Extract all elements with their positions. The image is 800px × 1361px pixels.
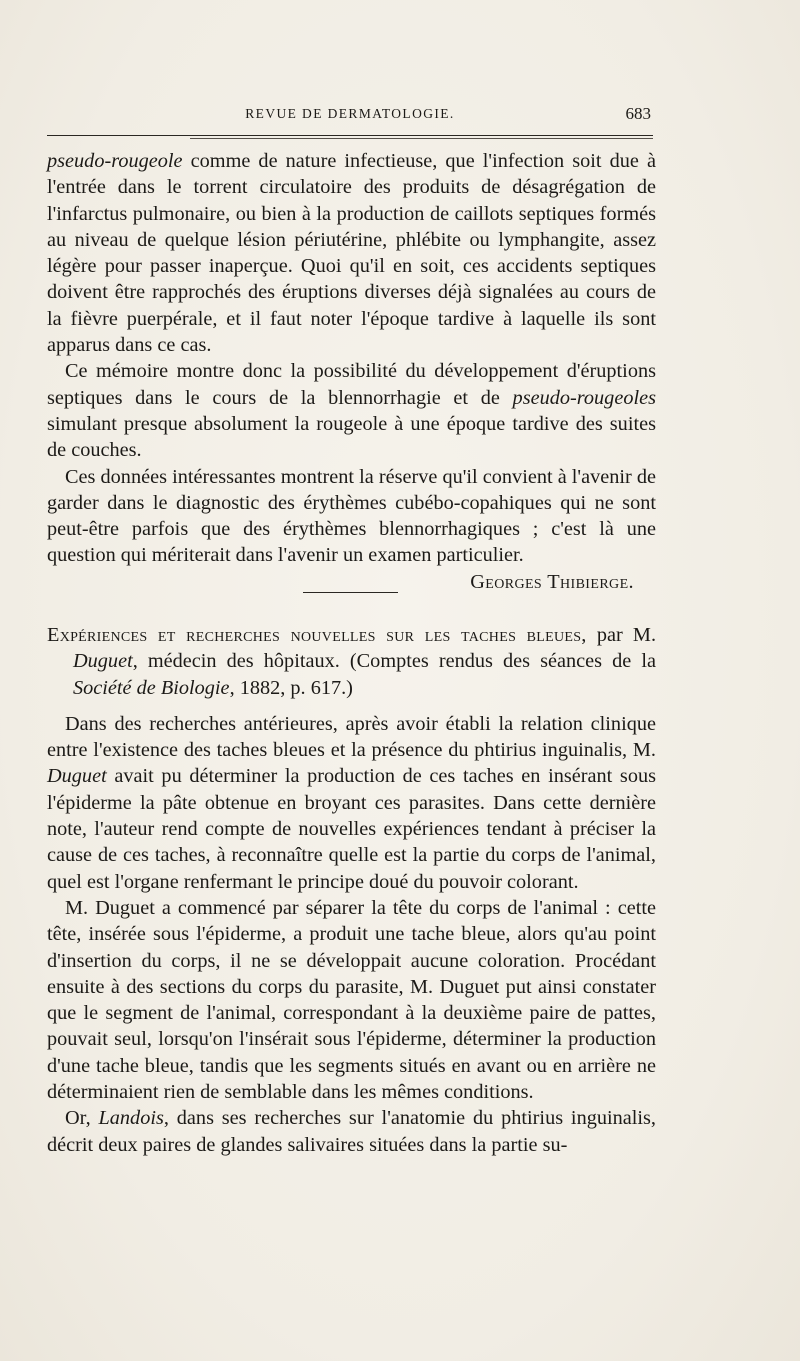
section-divider xyxy=(303,592,398,593)
author-name: Duguet xyxy=(47,765,107,788)
section-one xyxy=(47,148,656,595)
italic-term: pseudo-rougeoles xyxy=(512,386,656,409)
italic-term: pseudo-rougeole xyxy=(47,150,183,172)
author-signature: Georges Thibierge. xyxy=(470,570,634,593)
paragraph xyxy=(47,358,656,463)
header-rule-secondary xyxy=(190,138,653,139)
page-header xyxy=(47,104,653,126)
paragraph xyxy=(47,1105,656,1158)
section-two xyxy=(47,622,656,1158)
paragraph-text: avait pu déterminer la production de ces taches en insérant sous l'épiderme la pâte obtenue en broyant ces parasites. Dans cette dernière note, l'auteur rend compte de nouvelles expériences tendant à préciser la cause de ces taches, à reconnaître quelle est la partie du corps de l'animal, quel est l'organe renfermant le principe doué du pouvoir colorant. xyxy=(47,765,656,893)
heading-text: , 1882, p. 617.) xyxy=(229,676,353,699)
article-title: Expériences et recherches nouvelles sur les taches bleues, xyxy=(47,624,587,646)
paragraph-text: Or, xyxy=(65,1107,99,1130)
author-name: Duguet xyxy=(73,650,133,673)
journal-name: Société de Biologie xyxy=(73,676,230,699)
paragraph: Ces données intéressantes montrent la réserve qu'il convient à l'avenir de garder dans le diagnostic des érythèmes cubébo-copahiques qui ne sont peut-être parfois que des érythèmes blennorrhagiques ; c'est là une question qui mériterait dans l'avenir un examen particulier. xyxy=(47,465,656,567)
paragraph-text: comme de nature infectieuse, que l'infection soit due à l'entrée dans le torrent circulatoire des produits de désagrégation de l'infarctus pulmonaire, ou bien à la production de caillots septiques formés au niveau de quelque lésion périutérine, phlébite ou lymphangite, assez légère pour passer inaperçue. Quoi qu'il en soit, ces accidents septiques doivent être rapprochés des éruptions diverses déjà signalées au cours de la fièvre puerpérale, et il faut noter l'époque tardive à laquelle ils sont apparus dans ce cas. xyxy=(47,150,656,357)
paragraph-text: , dans ses recherches sur l'anatomie du phtirius inguinalis, décrit deux paires de glandes salivaires situées dans la partie su- xyxy=(47,1107,657,1156)
author-name: Landois xyxy=(98,1107,164,1130)
paragraph xyxy=(47,711,656,895)
heading-text: , médecin des hôpitaux. (Comptes rendus des séances de la xyxy=(132,650,656,673)
paragraph: M. Duguet a commencé par séparer la tête du corps de l'animal : cette tête, insérée sous l'épiderme, a produit une tache bleue, alors qu'au point d'insertion du corps, il ne se développait aucune coloration. Procédant ensuite à des sections du corps du parasite, M. Duguet put ainsi constater que le segment de l'animal, correspondant à la deuxième paire de pattes, pouvait seul, lorsqu'on l'insérait sous l'épiderme, déterminer la production d'une tache bleue, tandis que les segments situés en avant ou en arrière ne déterminaient rien de semblable dans les mêmes conditions. xyxy=(47,896,656,1104)
paragraph-text: Dans des recherches antérieures, après avoir établi la relation clinique entre l'existence des taches bleues et la présence du phtirius inguinalis, M. xyxy=(47,712,656,762)
header-rule xyxy=(47,135,653,136)
paragraph-continued xyxy=(47,148,656,358)
running-head: REVUE DE DERMATOLOGIE. xyxy=(245,106,455,121)
paragraph-text: simulant presque absolument la rougeole à une époque tardive des suites de couches. xyxy=(47,412,656,462)
heading-text: par M. xyxy=(586,624,657,646)
paragraph-text: Ce mémoire montre donc la possibilité du développement d'éruptions septiques dans le cours de la blennorrhagie et de xyxy=(47,360,656,409)
page-number: 683 xyxy=(625,104,651,123)
article-heading xyxy=(47,622,656,701)
